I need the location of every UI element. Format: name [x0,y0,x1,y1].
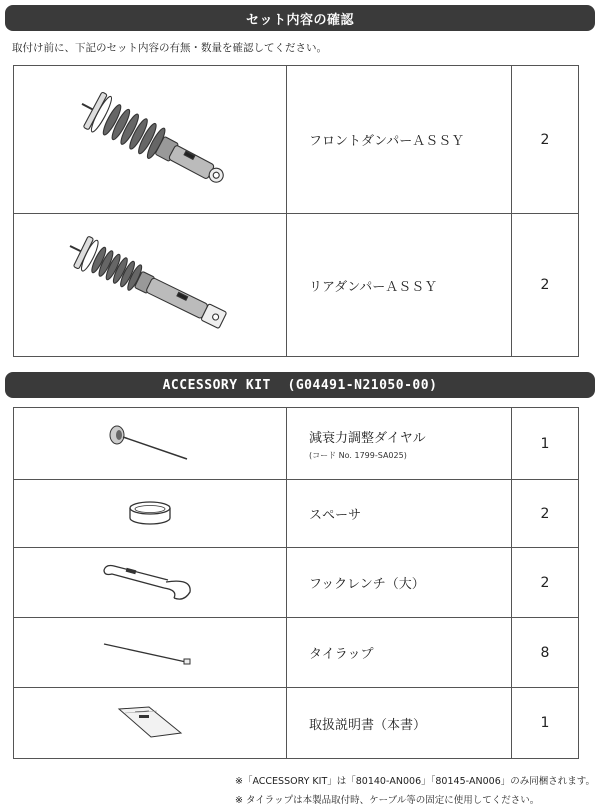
section-title-text: セット内容の確認 [245,12,354,28]
item-name: フロントダンパーＡＳＳＹ [287,66,512,214]
table-row [14,480,579,548]
item-qty: 1 [512,688,579,759]
item-qty: 2 [512,214,579,357]
section-title-accessory-kit [5,372,595,398]
item-code: (コード No. 1799-SA025) [309,450,407,460]
item-name: スペーサ [287,480,512,548]
cable-tie-icon [100,638,200,668]
image-cell [14,618,287,688]
note-accessory-kit: ※「ACCESSORY KIT」は「80140-AN006」「80145-AN006」のみ同梱されます。 [235,776,596,787]
item-qty: 1 [512,408,579,480]
spacer-icon [125,498,175,530]
table-row [14,548,579,618]
table-row [14,618,579,688]
item-qty: 2 [512,480,579,548]
image-cell [14,548,287,618]
item-name: 取扱説明書（本書） [287,688,512,759]
item-qty: 8 [512,618,579,688]
table-row [14,408,579,480]
item-name [287,408,512,480]
item-name: フックレンチ（大） [287,548,512,618]
section-title-text: ACCESSORY KIT (G04491-N21050-00) [162,377,438,393]
intro-text: 取付け前に、下記のセット内容の有無・数量を確認してください。 [12,42,327,54]
image-cell [14,480,287,548]
rear-damper-icon [55,228,245,343]
item-name: リアダンパーＡＳＳＹ [287,214,512,357]
manual-icon [105,703,195,743]
note-cable-tie: ※ タイラップは本製品取付時、ケーブル等の固定に使用してください。 [235,795,540,806]
table-row [14,214,579,357]
image-cell [14,408,287,480]
table-row [14,66,579,214]
item-qty: 2 [512,548,579,618]
hook-wrench-icon [100,560,200,605]
item-name-text: 減衰力調整ダイヤル [309,430,426,446]
item-qty: 2 [512,66,579,214]
image-cell [14,66,287,214]
front-damper-icon [65,80,235,200]
set-contents-table [13,65,579,357]
damping-dial-icon [105,421,195,466]
table-row [14,688,579,759]
section-title-set-contents [5,5,595,31]
image-cell [14,214,287,357]
accessory-kit-table [13,407,579,759]
image-cell [14,688,287,759]
item-name: タイラップ [287,618,512,688]
